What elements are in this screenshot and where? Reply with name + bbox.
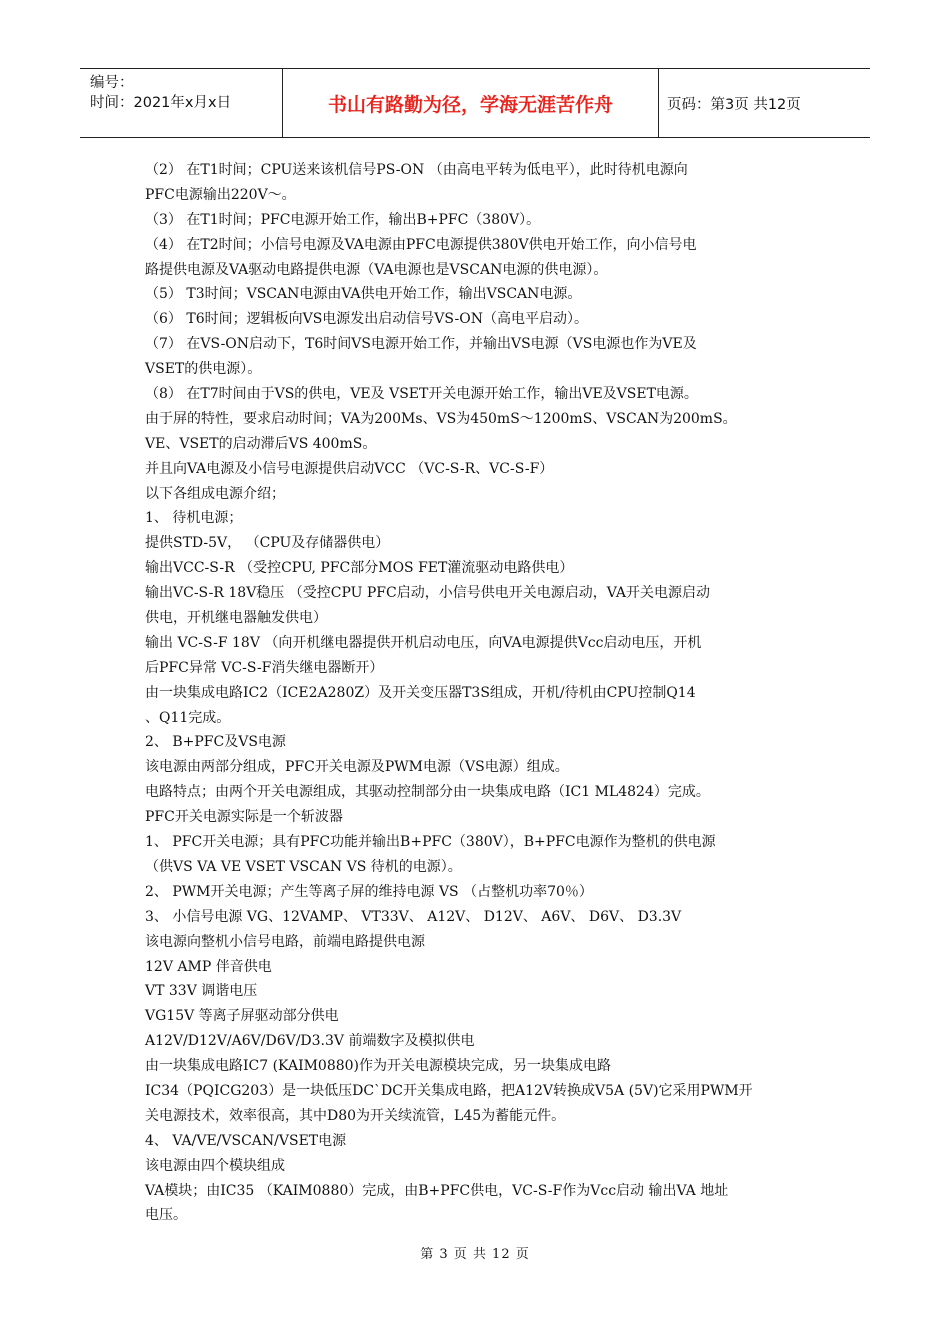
text-line: VG15V 等离子屏驱动部分供电: [145, 1008, 339, 1025]
text-line: 3、 小信号电源 VG、12VAMP、 VT33V、 A12V、 D12V、 A6V、 D6V、 D3.3V: [145, 908, 682, 925]
text-line: VE、VSET的启动滞后VS 400mS。: [145, 435, 377, 452]
text-line: 、Q11完成。: [145, 709, 231, 726]
document-date-label: 时间：2021年x月x日: [90, 95, 232, 111]
text-line: 12V AMP 伴音供电: [145, 958, 272, 975]
text-line: 电压。: [145, 1207, 187, 1224]
text-line: 1、 PFC开关电源；具有PFC功能并输出B+PFC（380V），B+PFC电源作为整机的供电源: [145, 834, 716, 851]
document-body: [145, 158, 805, 1228]
text-line: （8） 在T7时间由于VS的供电，VE及 VSET开关电源开始工作，输出VE及VSET电源。: [145, 386, 698, 403]
page-header: [80, 68, 870, 138]
text-line: 路提供电源及VA驱动电路提供电源（VA电源也是VSCAN电源的供电源）。: [145, 261, 608, 278]
header-meta: [80, 69, 283, 137]
text-line: 并且向VA电源及小信号电源提供启动VCC （VC-S-R、VC-S-F）: [145, 460, 554, 477]
text-line: PFC电源输出220V～。: [145, 186, 296, 203]
text-line: A12V/D12V/A6V/D6V/D3.3V 前端数字及模拟供电: [145, 1033, 475, 1050]
text-line: （7） 在VS-ON启动下，T6时间VS电源开始工作，并输出VS电源（VS电源也作为VE及: [145, 336, 697, 353]
text-line: IC34（PQICG203）是一块低压DC`DC开关集成电路，把A12V转换成V5A (5V)它采用PWM开: [145, 1082, 753, 1099]
header-motto: 书山有路勤为径，学海无涯苦作舟: [283, 69, 659, 137]
text-line: 由一块集成电路IC7 (KAIM0880)作为开关电源模块完成，另一块集成电路: [145, 1058, 612, 1075]
text-line: 2、 PWM开关电源；产生等离子屏的维持电源 VS （占整机功率70％）: [145, 883, 593, 900]
text-line: （2） 在T1时间；CPU送来该机信号PS-ON （由高电平转为低电平），此时待机电源向: [145, 162, 688, 178]
text-line: （3） 在T1时间；PFC电源开始工作，输出B+PFC（380V）。: [145, 211, 541, 228]
text-line: 以下各组成电源介绍；: [145, 485, 285, 502]
text-line: VT 33V 调谐电压: [145, 983, 258, 1000]
text-line: 供电，开机继电器触发供电）: [145, 610, 327, 627]
text-line: 该电源向整机小信号电路，前端电路提供电源: [145, 933, 425, 950]
text-line: （4） 在T2时间；小信号电源及VA电源由PFC电源提供380V供电开始工作，向小信号电: [145, 236, 697, 253]
text-line: 该电源由两部分组成，PFC开关电源及PWM电源（VS电源）组成。: [145, 759, 569, 776]
text-line: 后PFC异常 VC-S-F消失继电器断开）: [145, 659, 384, 676]
text-line: （供VS VA VE VSET VSCAN VS 待机的电源）。: [145, 858, 462, 875]
text-line: 输出VC-S-R 18V稳压 （受控CPU PFC启动，小信号供电开关电源启动，VA开关电源启动: [145, 585, 711, 602]
text-line: 关电源技术，效率很高，其中D80为开关续流管，L45为蓄能元件。: [145, 1107, 566, 1124]
text-line: 1、 待机电源；: [145, 510, 243, 527]
text-line: 该电源由四个模块组成: [145, 1157, 285, 1174]
text-line: 电路特点；由两个开关电源组成，其驱动控制部分由一块集成电路（IC1 ML4824）完成。: [145, 784, 710, 801]
text-line: 提供STD-5V， （CPU及存储器供电）: [145, 535, 390, 552]
text-line: 由于屏的特性，要求启动时间；VA为200Ms、VS为450mS～1200mS、VSCAN为200mS。: [145, 410, 737, 427]
text-line: 2、 B+PFC及VS电源: [145, 734, 286, 751]
text-line: 输出 VC-S-F 18V （向开机继电器提供开机启动电压，向VA电源提供Vcc启动电压，开机: [145, 634, 702, 651]
text-line: （6） T6时间；逻辑板向VS电源发出启动信号VS-ON（高电平启动）。: [145, 311, 588, 328]
page-footer: 第 3 页 共 12 页: [420, 1247, 530, 1262]
header-page-info: 页码：第3页 共12页: [667, 96, 801, 113]
text-line: PFC开关电源实际是一个斩波器: [145, 809, 343, 826]
text-line: 4、 VA/VE/VSCAN/VSET电源: [145, 1132, 347, 1149]
text-line: VSET的供电源）。: [145, 361, 262, 378]
text-line: 由一块集成电路IC2（ICE2A280Z）及开关变压器T3S组成，开机/待机由CPU控制Q14: [145, 684, 696, 701]
text-line: （5） T3时间；VSCAN电源由VA供电开始工作，输出VSCAN电源。: [145, 286, 582, 303]
text-line: 输出VCC-S-R （受控CPU, PFC部分MOS FET灌流驱动电路供电）: [145, 560, 574, 577]
text-line: VA模块；由IC35 （KAIM0880）完成，由B+PFC供电，VC-S-F作为Vcc启动 输出VA 地址: [145, 1182, 729, 1199]
document-number-label: 编号：: [90, 75, 134, 91]
